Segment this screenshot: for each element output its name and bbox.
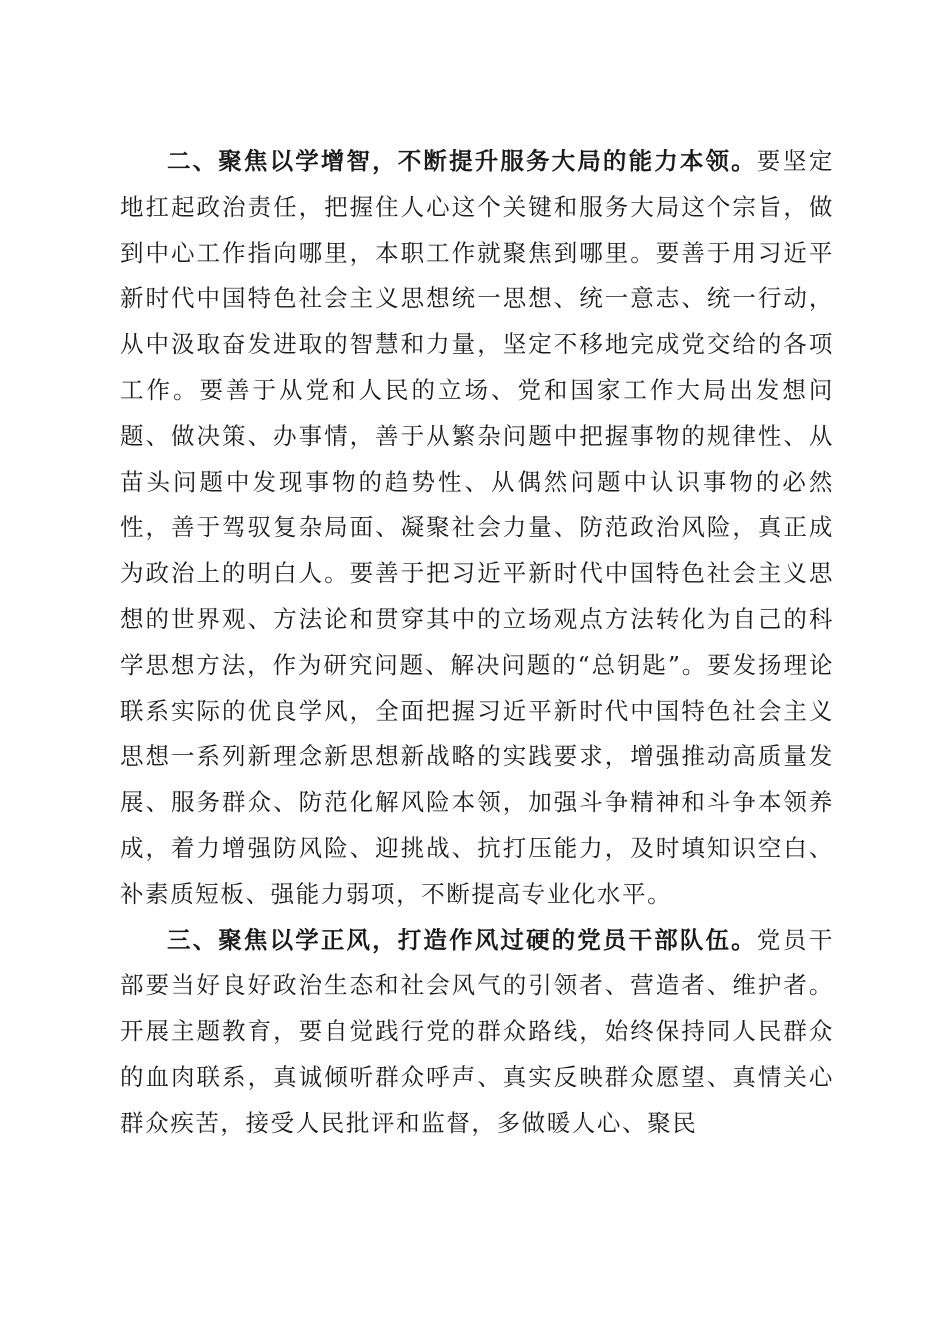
section-3-body: 党员干部要当好良好政治生态和社会风气的引领者、营造者、维护者。开展主题教育，要自觉践行党的群众路线，始终保持同人民群众的血肉联系，真诚倾听群众呼声、真实反映群众愿望、真情关心群众疾苦，接受人民批评和监督，多做暖人心、聚民 bbox=[120, 925, 834, 1137]
paragraph-section-3 bbox=[120, 918, 834, 1147]
section-2-body: 要坚定地扛起政治责任，把握住人心这个关键和服务大局这个宗旨，做到中心工作指向哪里，本职工作就聚焦到哪里。要善于用习近平新时代中国特色社会主义思想统一思想、统一意志、统一行动，从中汲取奋发进取的智慧和力量，坚定不移地完成党交给的各项工作。要善于从党和人民的立场、党和国家工作大局出发想问题、做决策、办事情，善于从繁杂问题中把握事物的规律性、从苗头问题中发现事物的趋势性、从偶然问题中认识事物的必然性，善于驾驭复杂局面、凝聚社会力量、防范政治风险，真正成为政治上的明白人。要善于把习近平新时代中国特色社会主义思想的世界观、方法论和贯穿其中的立场观点方法转化为自己的科学思想方法，作为研究问题、解决问题的“总钥匙”。要发扬理论联系实际的优良学风，全面把握习近平新时代中国特色社会主义思想一系列新理念新思想新战略的实践要求，增强推动高质量发展、服务群众、防范化解风险本领，加强斗争精神和斗争本领养成，着力增强防风险、迎挑战、抗打压能力，及时填知识空白、补素质短板、强能力弱项，不断提高专业化水平。 bbox=[120, 147, 834, 908]
section-2-heading: 二、聚焦以学增智，不断提升服务大局的能力本领。 bbox=[167, 147, 757, 175]
paragraph-section-2 bbox=[120, 139, 834, 918]
section-3-heading: 三、聚焦以学正风，打造作风过硬的党员干部队伍。 bbox=[167, 925, 757, 954]
document-body bbox=[120, 139, 834, 1147]
